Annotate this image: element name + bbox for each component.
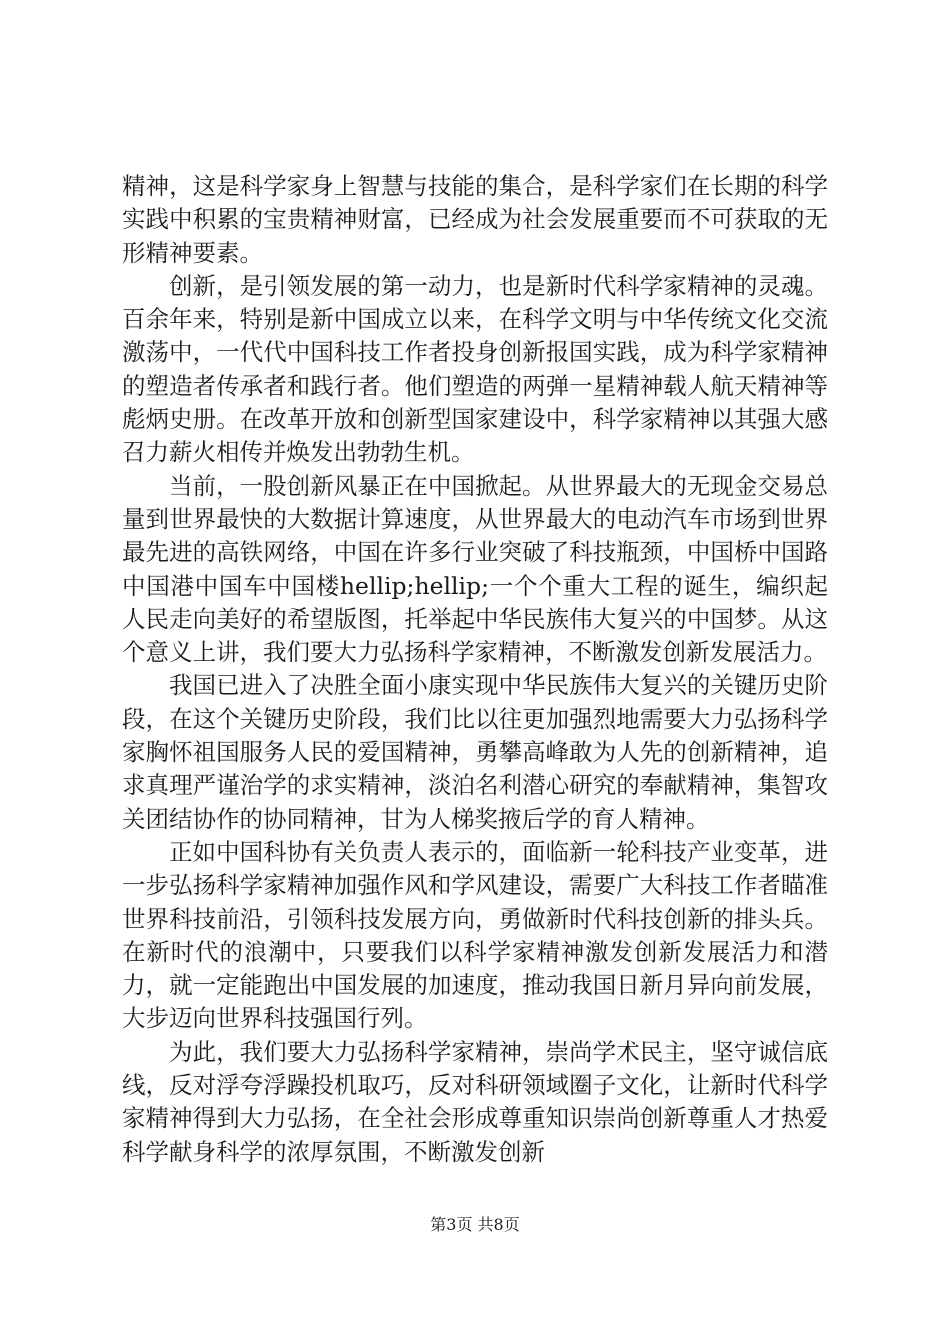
- paragraph-2: 创新，是引领发展的第一动力，也是新时代科学家精神的灵魂。百余年来，特别是新中国成立以来，在科学文明与中华传统文化交流激荡中，一代代中国科技工作者投身创新报国实践，成为科学家精神的塑造者传承者和践行者。他们塑造的两弹一星精神载人航天精神等彪炳史册。在改革开放和创新型国家建设中，科学家精神以其强大感召力薪火相传并焕发出勃勃生机。: [122, 271, 828, 467]
- paragraph-5: 正如中国科协有关负责人表示的，面临新一轮科技产业变革，进一步弘扬科学家精神加强作风和学风建设，需要广大科技工作者瞄准世界科技前沿，引领科技发展方向，勇做新时代科技创新的排头兵。在新时代的浪潮中，只要我们以科学家精神激发创新发展活力和潜力，就一定能跑出中国发展的加速度，推动我国日新月异向前发展，大步迈向世界科技强国行列。: [122, 837, 828, 1033]
- paragraph-3: 当前，一股创新风暴正在中国掀起。从世界最大的无现金交易总量到世界最快的大数据计算速度，从世界最大的电动汽车市场到世界最先进的高铁网络，中国在许多行业突破了科技瓶颈，中国桥中国路中国港中国车中国楼hellip;hellip;一个个重大工程的诞生，编织起人民走向美好的希望版图，托举起中华民族伟大复兴的中国梦。从这个意义上讲，我们要大力弘扬科学家精神，不断激发创新发展活力。: [122, 471, 828, 667]
- document-body: [122, 170, 828, 1169]
- paragraph-6: 为此，我们要大力弘扬科学家精神，崇尚学术民主，坚守诚信底线，反对浮夸浮躁投机取巧，反对科研领域圈子文化，让新时代科学家精神得到大力弘扬，在全社会形成尊重知识崇尚创新尊重人才热爱科学献身科学的浓厚氛围，不断激发创新: [122, 1037, 828, 1166]
- paragraph-4: 我国已进入了决胜全面小康实现中华民族伟大复兴的关键历史阶段，在这个关键历史阶段，我们比以往更加强烈地需要大力弘扬科学家胸怀祖国服务人民的爱国精神，勇攀高峰敢为人先的创新精神，追求真理严谨治学的求实精神，淡泊名利潜心研究的奉献精神，集智攻关团结协作的协同精神，甘为人梯奖掖后学的育人精神。: [122, 671, 828, 833]
- paragraph-1: 精神，这是科学家身上智慧与技能的集合，是科学家们在长期的科学实践中积累的宝贵精神财富，已经成为社会发展重要而不可获取的无形精神要素。: [122, 172, 828, 267]
- page-number-footer: 第3页 共8页: [430, 1215, 520, 1234]
